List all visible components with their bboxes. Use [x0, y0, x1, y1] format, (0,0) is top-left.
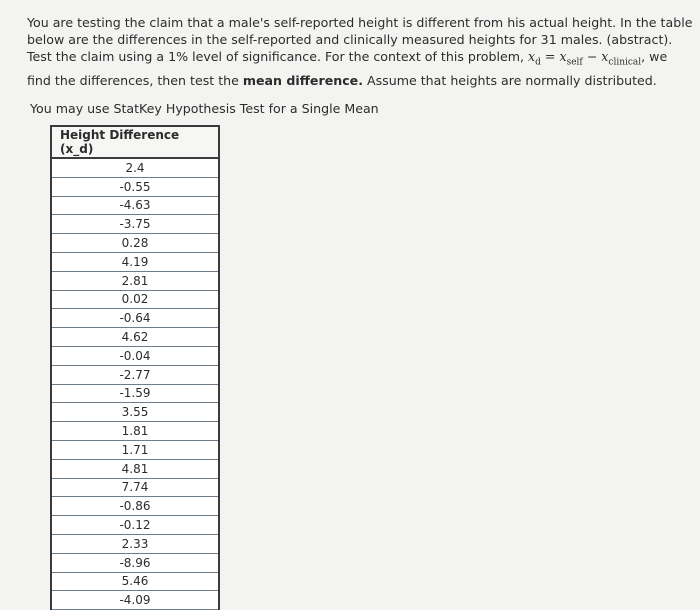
problem-statement	[27, 14, 693, 89]
table-row	[51, 290, 219, 309]
table-row	[51, 516, 219, 535]
table-row	[51, 365, 219, 384]
table-cell: -0.12	[51, 516, 219, 535]
table-row	[51, 534, 219, 553]
table-cell: 3.55	[51, 403, 219, 422]
table-cell: 4.62	[51, 328, 219, 347]
table-row	[51, 478, 219, 497]
table-row	[51, 196, 219, 215]
table-row	[51, 328, 219, 347]
table-cell: -1.59	[51, 384, 219, 403]
height-difference-table	[50, 125, 220, 610]
table-cell: -0.86	[51, 497, 219, 516]
table-cell: 2.4	[51, 158, 219, 177]
difference-formula: $x_d = x_{self} - x_{clinical}$	[528, 49, 642, 68]
table-cell: 1.71	[51, 440, 219, 459]
table-row	[51, 440, 219, 459]
table-row	[51, 158, 219, 177]
table-cell: -3.75	[51, 215, 219, 234]
table-body	[51, 158, 219, 610]
table-row	[51, 215, 219, 234]
problem-text-part1: You are testing the claim that a male's self-reported height is different from his actual height. In the table below are the differences in the self-reported and clinically measured heights for 31 males. (abstract). Test the claim using a 1% level of significance. For the context of this problem,	[27, 15, 693, 64]
table-cell: 1.81	[51, 422, 219, 441]
table-cell: -4.63	[51, 196, 219, 215]
table-row	[51, 459, 219, 478]
table-cell: 2.81	[51, 271, 219, 290]
table-cell: 2.33	[51, 534, 219, 553]
problem-text-part2: , we find the differences, then test the	[27, 49, 668, 88]
table-header: Height Difference (x_d)	[51, 126, 219, 158]
statkey-note: You may use StatKey Hypothesis Test for a Single Mean	[30, 101, 379, 116]
table-row	[51, 572, 219, 591]
table-cell: 7.74	[51, 478, 219, 497]
table-row	[51, 384, 219, 403]
table-cell: -0.55	[51, 177, 219, 196]
table-row	[51, 252, 219, 271]
table-cell: 4.19	[51, 252, 219, 271]
table-row	[51, 271, 219, 290]
table-row	[51, 234, 219, 253]
table-cell: 0.02	[51, 290, 219, 309]
table-row	[51, 497, 219, 516]
table-cell: -8.96	[51, 553, 219, 572]
table-row	[51, 403, 219, 422]
table-cell: -0.04	[51, 346, 219, 365]
table-row	[51, 309, 219, 328]
table-cell: -0.64	[51, 309, 219, 328]
table-cell: 4.81	[51, 459, 219, 478]
table-cell: 5.46	[51, 572, 219, 591]
table-cell: -4.09	[51, 591, 219, 610]
table-row	[51, 553, 219, 572]
table-row	[51, 591, 219, 610]
table-cell: -2.77	[51, 365, 219, 384]
table-cell: 0.28	[51, 234, 219, 253]
table-row	[51, 346, 219, 365]
table-row	[51, 422, 219, 441]
table-row	[51, 177, 219, 196]
table-header-row	[51, 126, 219, 158]
problem-bold-term: mean difference.	[242, 72, 363, 88]
problem-text-part3: Assume that heights are normally distributed.	[363, 72, 657, 88]
